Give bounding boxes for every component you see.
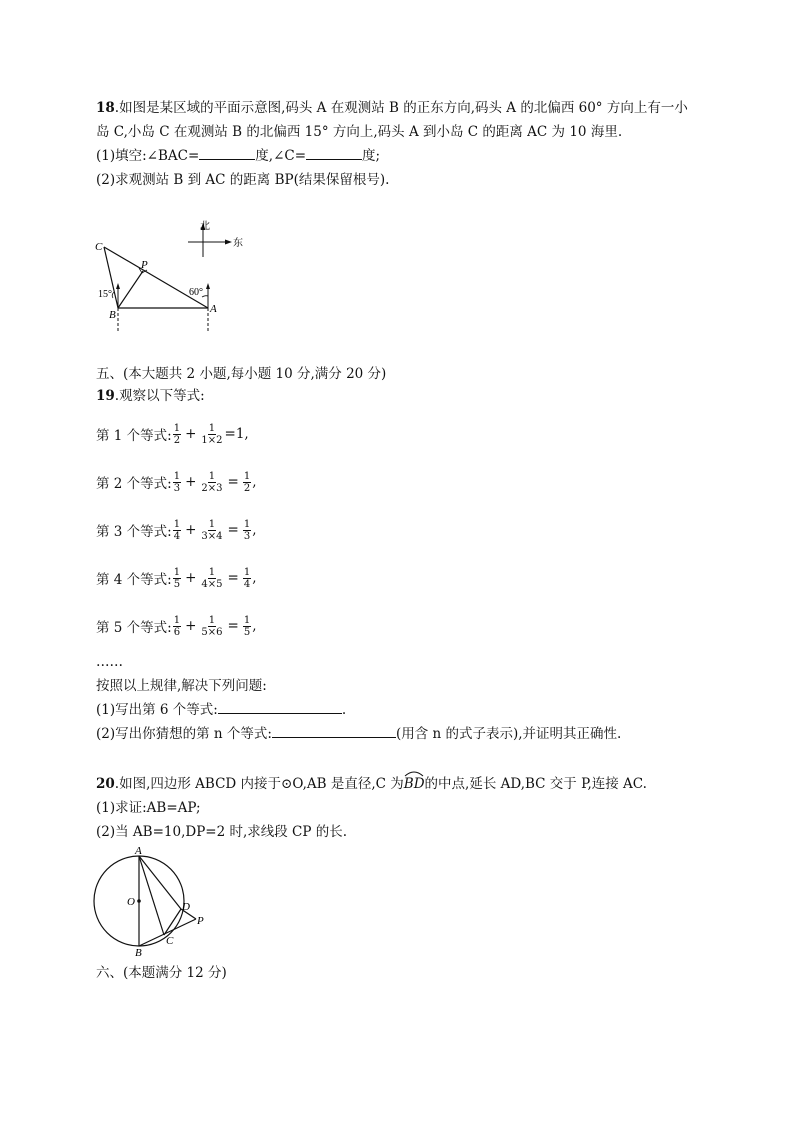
fraction-b — [200, 423, 223, 446]
q18-text-1: .如图是某区域的平面示意图,码头 A 在观测站 B 的正东方向,码头 A 的北偏西 60° 方向上有一小 — [114, 100, 688, 116]
equation-label: 第 2 个等式: — [96, 476, 172, 492]
equation-label: 第 4 个等式: — [96, 572, 172, 588]
fraction-a — [173, 423, 181, 446]
compass-north-label: 北 — [200, 221, 210, 232]
arc-symbol — [404, 769, 424, 777]
east-arrow-icon — [225, 240, 232, 245]
fraction-a-numerator: 1 — [173, 518, 181, 530]
fraction-result — [243, 471, 251, 494]
equals-sign: = — [227, 618, 239, 634]
fraction-b-numerator: 1 — [208, 422, 216, 434]
plus-sign: + — [185, 570, 197, 586]
q19-part1 — [96, 700, 346, 720]
equals-sign: = — [227, 474, 239, 490]
section-6-heading: 六、(本题满分 12 分) — [96, 965, 227, 981]
equation-label: 第 1 个等式: — [96, 428, 172, 444]
q18-line1 — [96, 98, 688, 118]
fraction-b — [200, 519, 223, 542]
fraction-b-numerator: 1 — [208, 614, 216, 626]
fraction-a-denominator: 2 — [173, 434, 181, 446]
q19-part2-end: (用含 n 的式子表示),并证明其正确性. — [395, 726, 622, 742]
comma: , — [252, 474, 257, 490]
segment-ac — [139, 856, 164, 935]
plus-sign: + — [185, 426, 197, 442]
fraction-a-denominator: 5 — [173, 578, 181, 590]
q20-text-b: 的中点,延长 AD,BC 交于 P,连接 AC. — [424, 776, 647, 792]
center-point — [137, 899, 141, 903]
equation-row — [96, 470, 257, 494]
fraction-result-denominator: 4 — [243, 578, 251, 590]
q19-ellipsis: …… — [96, 654, 123, 670]
label-a: A — [210, 303, 217, 315]
label-b: B — [135, 947, 142, 958]
segment-ca — [104, 247, 208, 308]
plus-sign: + — [185, 474, 197, 490]
equation-label: 第 5 个等式: — [96, 620, 172, 636]
label-c: C — [166, 935, 174, 947]
equation-label: 第 3 个等式: — [96, 524, 172, 540]
q20-number: 20 — [96, 776, 115, 792]
fraction-b-denominator: 5×6 — [201, 626, 223, 638]
comma: , — [252, 618, 257, 634]
label-d: D — [182, 901, 190, 913]
q19-intro-text: .观察以下等式: — [114, 388, 205, 404]
compass-east-label: 东 — [233, 238, 243, 249]
fraction-a-numerator: 1 — [173, 614, 181, 626]
q18-part2: (2)求观测站 B 到 AC 的距离 BP(结果保留根号). — [96, 172, 390, 188]
q19-intro — [96, 386, 205, 406]
q19-part2 — [96, 724, 621, 744]
fraction-result-denominator: 5 — [243, 626, 251, 638]
north-arrow-b-icon — [116, 283, 120, 289]
q20-line1 — [96, 774, 647, 794]
fraction-result — [243, 615, 251, 638]
q20-figure — [92, 843, 212, 958]
plus-sign: + — [185, 618, 197, 634]
q19-part1-label: (1)写出第 6 个等式: — [96, 702, 218, 718]
label-p: P — [141, 259, 148, 271]
q19-number: 19 — [96, 388, 115, 404]
equals-sign: = — [227, 570, 239, 586]
equation-row — [96, 422, 249, 446]
fraction-b-denominator: 2×3 — [201, 482, 223, 494]
fraction-result-numerator: 1 — [243, 566, 251, 578]
fraction-b — [200, 471, 223, 494]
q18-part1 — [96, 146, 380, 166]
fraction-a — [173, 519, 181, 542]
fraction-a-denominator: 4 — [173, 530, 181, 542]
north-arrow-a-icon — [206, 283, 210, 289]
q20-part1: (1)求证:AB=AP; — [96, 800, 201, 816]
fraction-result-denominator: 3 — [243, 530, 251, 542]
fraction-result-denominator: 2 — [243, 482, 251, 494]
label-a: A — [135, 845, 142, 857]
q18-part1-label: (1)填空:∠BAC= — [96, 148, 200, 164]
q18-blank-c[interactable] — [306, 147, 362, 160]
segment-ad — [139, 856, 181, 909]
fraction-result — [243, 567, 251, 590]
q19-part2-label: (2)写出你猜想的第 n 个等式: — [96, 726, 272, 742]
arc-bd-text: BD — [403, 776, 425, 792]
arc-bd — [404, 774, 425, 794]
angle-arc-b — [112, 292, 114, 298]
q20-part2: (2)当 AB=10,DP=2 时,求线段 CP 的长. — [96, 824, 348, 840]
fraction-a-numerator: 1 — [173, 566, 181, 578]
fraction-b — [200, 615, 223, 638]
q19-blank-6th[interactable] — [218, 701, 342, 714]
comma: , — [252, 570, 257, 586]
q18-line2: 岛 C,小岛 C 在观测站 B 的北偏西 15° 方向上,码头 A 到小岛 C 的距离 AC 为 10 海里. — [96, 124, 623, 140]
fraction-a-denominator: 6 — [173, 626, 181, 638]
fraction-a — [173, 567, 181, 590]
label-b: B — [109, 309, 116, 321]
fraction-result-numerator: 1 — [243, 518, 251, 530]
fraction-a-numerator: 1 — [173, 422, 181, 434]
equation-row — [96, 566, 257, 590]
fraction-result — [243, 519, 251, 542]
comma: , — [252, 522, 257, 538]
fraction-a-numerator: 1 — [173, 470, 181, 482]
fraction-a — [173, 615, 181, 638]
q18-blank-bac[interactable] — [199, 147, 255, 160]
angle-60-label: 60° — [189, 287, 203, 298]
label-o: O — [127, 896, 135, 908]
fraction-b-numerator: 1 — [208, 470, 216, 482]
q19-rule: 按照以上规律,解决下列问题: — [96, 678, 267, 694]
equation-row — [96, 518, 257, 542]
fraction-b-denominator: 3×4 — [201, 530, 223, 542]
angle-15-label: 15° — [98, 289, 112, 300]
q18-number: 18 — [96, 100, 115, 116]
fraction-result-numerator: 1 — [243, 470, 251, 482]
fraction-a-denominator: 3 — [173, 482, 181, 494]
section-5-heading: 五、(本大题共 2 小题,每小题 10 分,满分 20 分) — [96, 366, 387, 382]
q19-blank-nth[interactable] — [272, 725, 396, 738]
equation-row — [96, 614, 257, 638]
fraction-a — [173, 471, 181, 494]
fraction-b-denominator: 4×5 — [201, 578, 223, 590]
segment-bp — [118, 271, 143, 308]
fraction-b-numerator: 1 — [208, 566, 216, 578]
label-p: P — [197, 915, 204, 927]
equation-rhs: =1, — [224, 426, 249, 442]
plus-sign: + — [185, 522, 197, 538]
fraction-result-numerator: 1 — [243, 614, 251, 626]
fraction-b-numerator: 1 — [208, 518, 216, 530]
equals-sign: = — [227, 522, 239, 538]
q19-part1-end: . — [341, 702, 347, 718]
q18-part1-end: 度; — [362, 148, 381, 164]
fraction-b — [200, 567, 223, 590]
q18-figure — [92, 215, 252, 335]
q20-text-a: .如图,四边形 ABCD 内接于⊙O,AB 是直径,C 为 — [114, 776, 404, 792]
q18-part1-mid: 度,∠C= — [255, 148, 307, 164]
fraction-b-denominator: 1×2 — [201, 434, 223, 446]
label-c: C — [95, 241, 103, 253]
